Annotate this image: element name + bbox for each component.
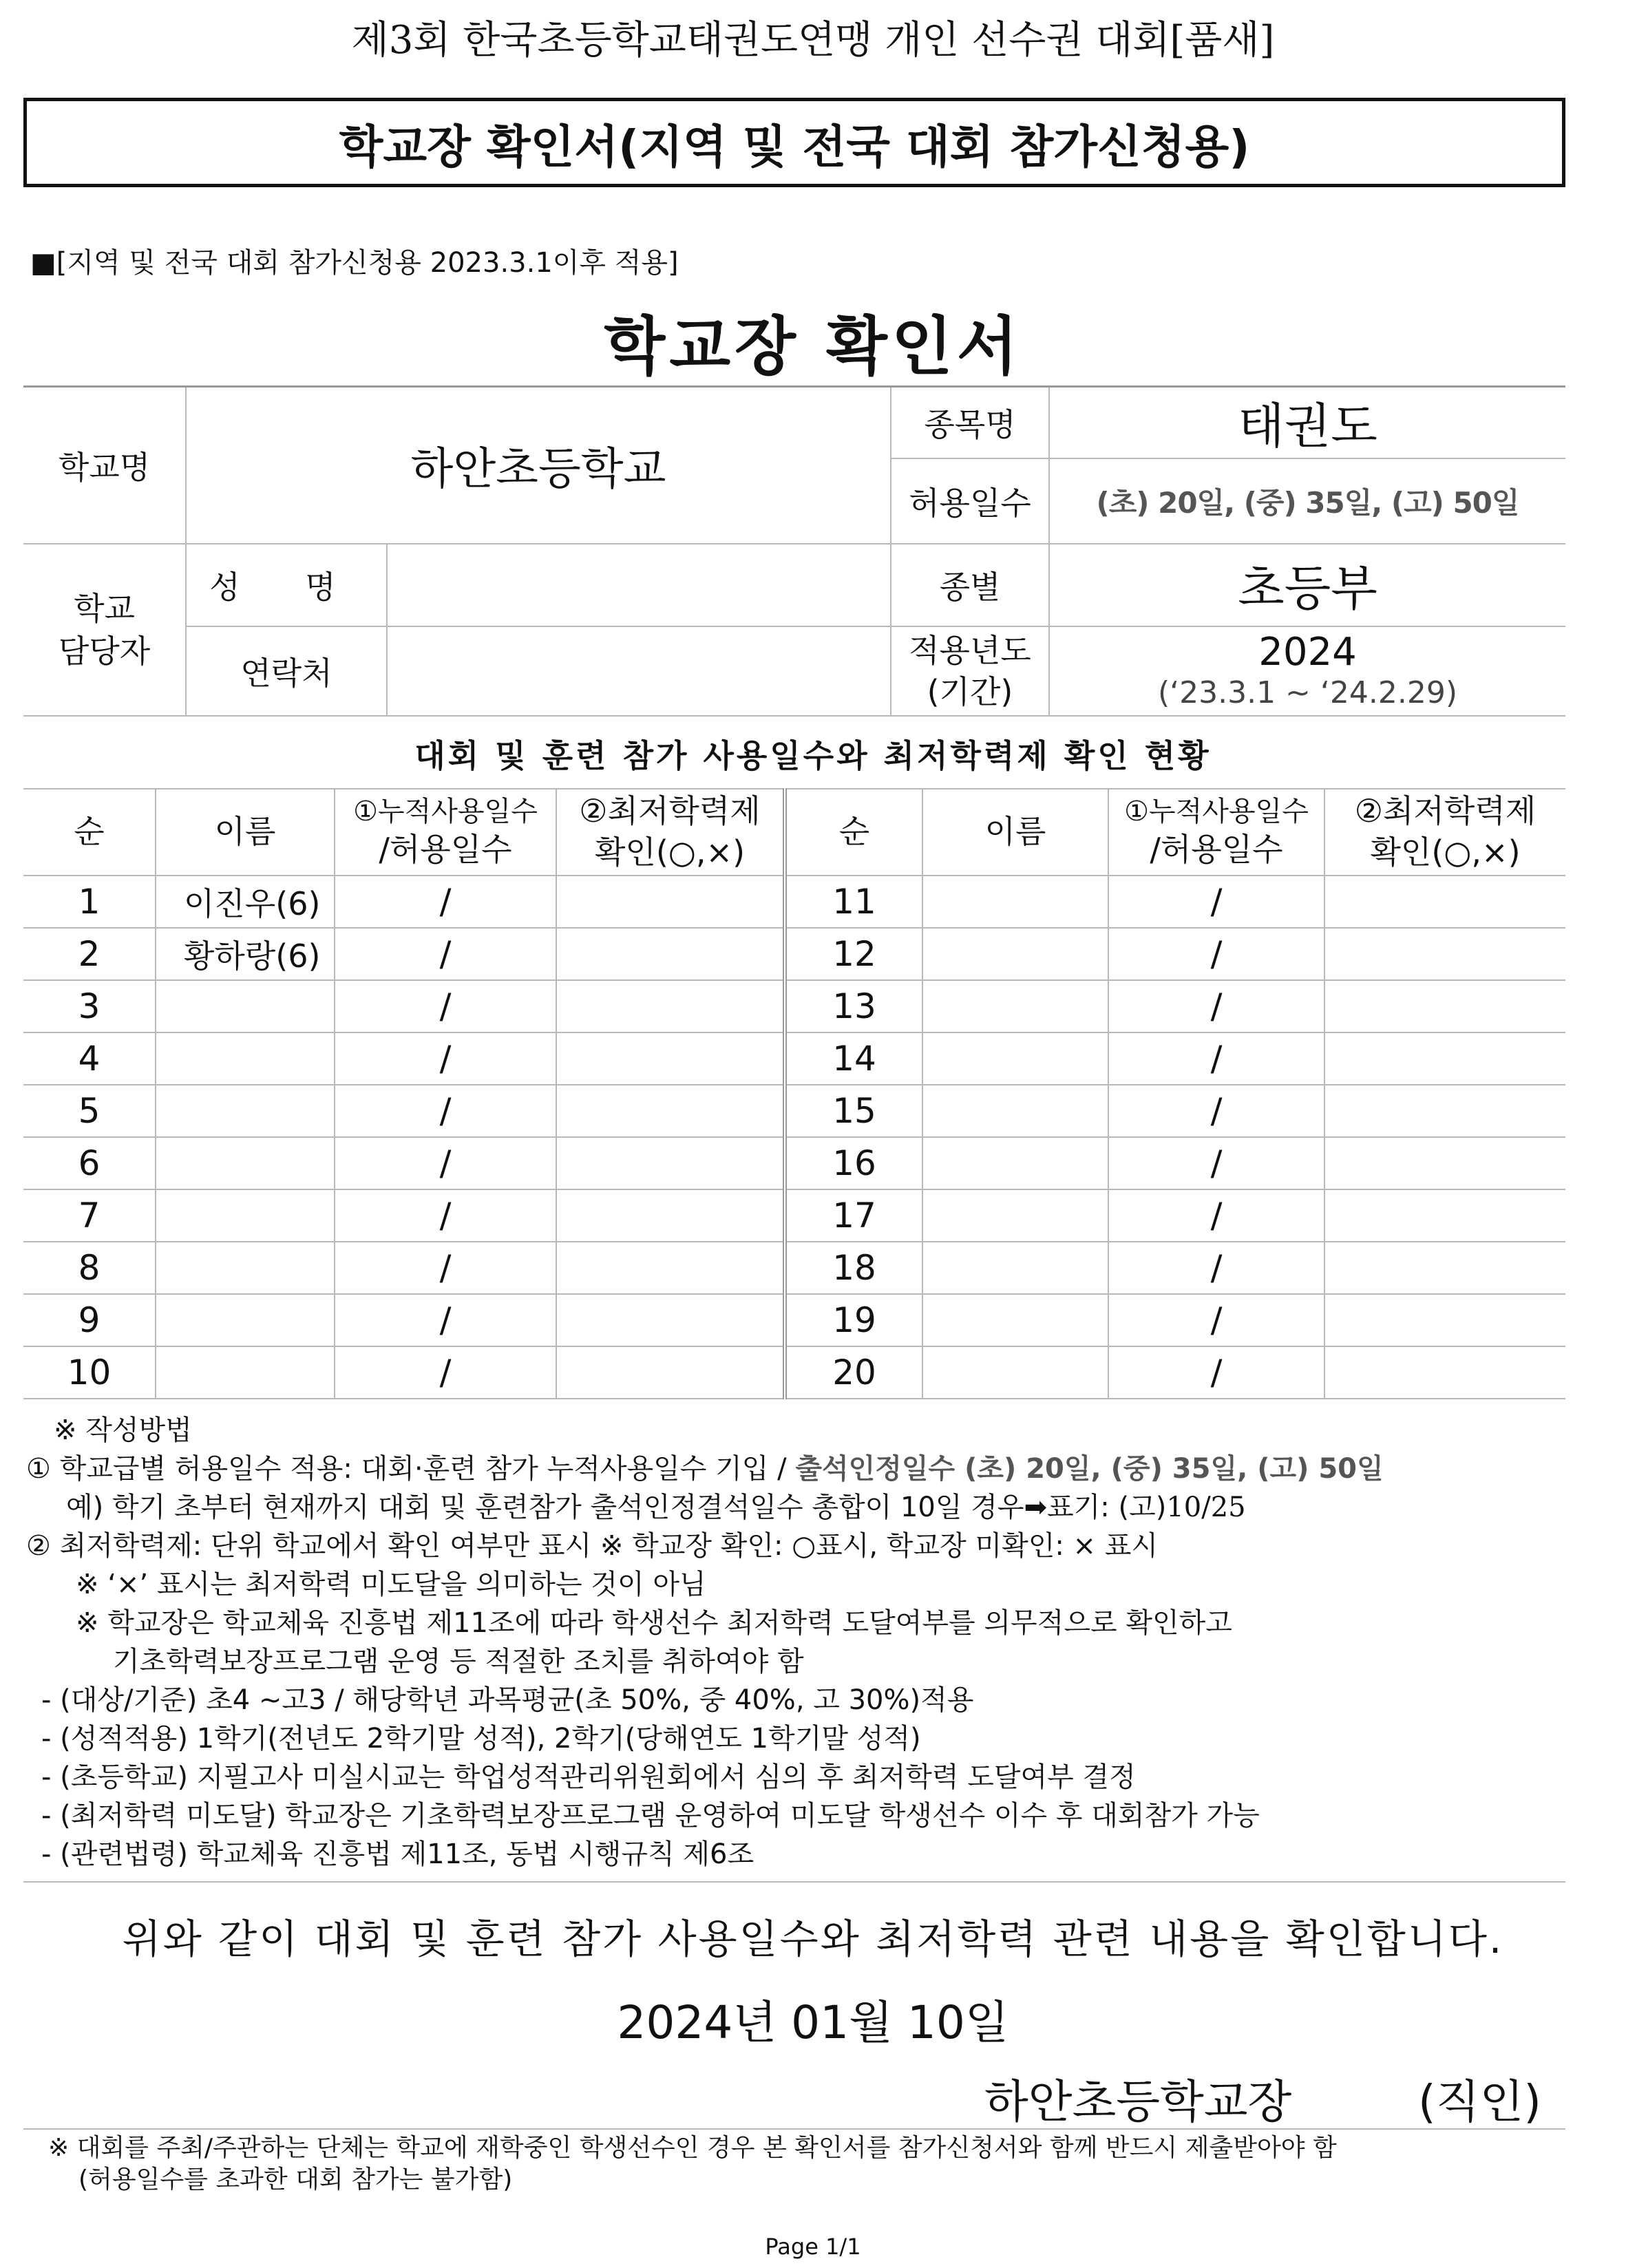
school-label: 학교명 — [23, 387, 186, 544]
category-value: 초등부 — [1049, 544, 1565, 626]
confirmation-statement: 위와 같이 대회 및 훈련 참가 사용일수와 최저학력 관련 내용을 확인합니다. — [122, 1916, 1504, 1962]
instruction-line-9: - (초등학교) 지필고사 미실시교는 학업성적관리위원회에서 심의 후 최저학력 도달여부 결정 — [41, 1761, 1136, 1793]
header-check-right — [1324, 789, 1565, 876]
row-number-cell: 4 — [23, 1032, 156, 1085]
days-used-cell[interactable]: / — [1108, 1294, 1324, 1346]
days-used-cell[interactable]: / — [335, 1032, 556, 1085]
instruction-line-3: ② 최저학력제: 단위 학교에서 확인 여부만 표시 ※ 학교장 확인: ○표시, 학교장 미확인: × 표시 — [26, 1530, 1159, 1562]
header-days-line2: /허용일수 — [1150, 831, 1283, 869]
row-number-cell: 15 — [785, 1085, 922, 1137]
roster-row — [23, 1189, 1565, 1242]
days-used-cell[interactable]: / — [335, 1189, 556, 1242]
academic-check-cell[interactable] — [556, 1032, 785, 1085]
roster-row — [23, 1242, 1565, 1294]
row-number-cell: 16 — [785, 1137, 922, 1189]
academic-check-cell[interactable] — [1324, 1137, 1565, 1189]
writing-instructions — [26, 1411, 1609, 1874]
days-used-cell[interactable]: / — [1108, 1137, 1324, 1189]
form-title-box — [23, 98, 1565, 187]
days-used-cell[interactable]: / — [1108, 1346, 1324, 1399]
academic-check-cell[interactable] — [556, 1137, 785, 1189]
year-label — [891, 626, 1049, 716]
header-check-line2: 확인(○,×) — [594, 834, 746, 871]
student-name-cell[interactable] — [922, 1085, 1108, 1137]
academic-check-cell[interactable] — [556, 876, 785, 928]
instruction-line-7: - (대상/기준) 초4 ~고3 / 해당학년 과목평균(초 50%, 중 40%, 고 30%)적용 — [41, 1684, 974, 1716]
document-header-title: 제3회 한국초등학교태권도연맹 개인 선수권 대회[품새] — [351, 18, 1275, 63]
student-name-cell[interactable] — [156, 980, 335, 1032]
roster-row — [23, 1137, 1565, 1189]
academic-check-cell[interactable] — [1324, 876, 1565, 928]
header-check-line1: ②최저학력제 — [579, 792, 761, 830]
event-value: 태권도 — [1049, 387, 1565, 458]
row-number-cell: 13 — [785, 980, 922, 1032]
instruction-line-5: ※ 학교장은 학교체육 진흥법 제11조에 따라 학생선수 최저학력 도달여부를 의무적으로 확인하고 — [76, 1607, 1232, 1639]
header-no-left: 순 — [23, 789, 156, 876]
row-number-cell: 19 — [785, 1294, 922, 1346]
footer-note — [48, 2132, 1597, 2196]
status-title: 대회 및 훈련 참가 사용일수와 최저학력제 확인 현황 — [414, 737, 1212, 774]
roster-row — [23, 876, 1565, 928]
days-used-cell[interactable]: / — [1108, 928, 1324, 980]
header-days-left — [335, 789, 556, 876]
days-used-cell[interactable]: / — [335, 1137, 556, 1189]
page-number: Page 1/1 — [765, 2234, 861, 2260]
form-title-box-text: 학교장 확인서(지역 및 전국 대회 참가신청용) — [339, 120, 1250, 173]
divider — [23, 1881, 1565, 1883]
academic-check-cell[interactable] — [1324, 1346, 1565, 1399]
days-used-cell[interactable]: / — [1108, 1242, 1324, 1294]
student-name-cell[interactable] — [156, 1137, 335, 1189]
instruction-line-1 — [26, 1450, 1609, 1488]
header-days-line1: ①누적사용일수 — [1124, 796, 1309, 828]
student-name-cell[interactable] — [922, 1137, 1108, 1189]
student-name-cell[interactable] — [922, 876, 1108, 928]
academic-check-cell[interactable] — [556, 1242, 785, 1294]
academic-check-cell[interactable] — [1324, 1189, 1565, 1242]
manager-label-line2: 담당자 — [58, 632, 151, 670]
year-value-cell — [1049, 626, 1565, 716]
academic-check-cell[interactable] — [1324, 1294, 1565, 1346]
row-number-cell: 8 — [23, 1242, 156, 1294]
student-name-cell[interactable] — [156, 1085, 335, 1137]
student-name-cell[interactable] — [922, 1346, 1108, 1399]
student-name-cell[interactable] — [156, 1294, 335, 1346]
arrow-right-icon: ➡ — [1024, 1492, 1048, 1523]
row-number-cell: 17 — [785, 1189, 922, 1242]
footer-note-line2: (허용일수를 초과한 대회 참가는 불가함) — [78, 2165, 513, 2194]
student-name-cell[interactable] — [922, 1032, 1108, 1085]
row-number-cell: 1 — [23, 876, 156, 928]
student-name-cell[interactable] — [922, 1294, 1108, 1346]
student-name-cell[interactable] — [922, 980, 1108, 1032]
year-label-line1: 적용년도 — [909, 631, 1031, 669]
school-value: 하안초등학교 — [186, 387, 891, 544]
student-name-cell[interactable] — [922, 1189, 1108, 1242]
instruction-line-2-text: 예) 학기 초부터 현재까지 대회 및 훈련참가 출석인정결석일수 총합이 10일 경우 — [66, 1492, 1024, 1523]
category-label: 종별 — [891, 544, 1049, 626]
allowed-days-value: (초) 20일, (중) 35일, (고) 50일 — [1049, 458, 1565, 544]
row-number-cell: 18 — [785, 1242, 922, 1294]
manager-label — [23, 544, 186, 716]
row-number-cell: 12 — [785, 928, 922, 980]
confirmation-date: 2024년 01월 10일 — [617, 1996, 1009, 2049]
instructions-title: ※ 작성방법 — [54, 1414, 192, 1446]
academic-check-cell[interactable] — [1324, 1085, 1565, 1137]
days-used-cell[interactable]: / — [1108, 1085, 1324, 1137]
student-name-cell[interactable] — [156, 1346, 335, 1399]
year-value: 2024 — [1258, 629, 1357, 675]
student-name-cell[interactable]: 황하랑(6) — [156, 928, 335, 980]
header-check-left — [556, 789, 785, 876]
days-used-cell[interactable]: / — [335, 1294, 556, 1346]
info-table — [23, 385, 1565, 717]
academic-check-cell[interactable] — [556, 1085, 785, 1137]
academic-check-cell[interactable] — [556, 1189, 785, 1242]
period-value: (‘23.3.1 ~ ‘24.2.29) — [1157, 675, 1458, 710]
student-name-cell[interactable]: 이진우(6) — [156, 876, 335, 928]
row-number-cell: 5 — [23, 1085, 156, 1137]
academic-check-cell[interactable] — [556, 980, 785, 1032]
allowed-days-label: 허용일수 — [891, 458, 1049, 544]
instruction-line-11: - (관련법령) 학교체육 진흥법 제11조, 동법 시행규칙 제6조 — [41, 1838, 754, 1870]
student-name-cell[interactable] — [156, 1242, 335, 1294]
name-field[interactable] — [387, 544, 891, 626]
row-number-cell: 14 — [785, 1032, 922, 1085]
roster-row — [23, 980, 1565, 1032]
header-name-left: 이름 — [156, 789, 335, 876]
notice-line: ■[지역 및 전국 대회 참가신청용 2023.3.1이후 적용] — [30, 247, 679, 279]
academic-check-cell[interactable] — [556, 928, 785, 980]
academic-check-cell[interactable] — [1324, 1032, 1565, 1085]
instruction-line-2-label: 표기: (고) — [1047, 1492, 1167, 1523]
row-number-cell: 11 — [785, 876, 922, 928]
roster-table — [23, 788, 1565, 1399]
instruction-line-1-text: ① 학교급별 허용일수 적용: 대회·훈련 참가 누적사용일수 기입 / — [26, 1453, 796, 1485]
row-number-cell: 20 — [785, 1346, 922, 1399]
year-label-line2: (기간) — [927, 672, 1013, 710]
row-number-cell: 3 — [23, 980, 156, 1032]
academic-check-cell[interactable] — [1324, 980, 1565, 1032]
roster-row — [23, 928, 1565, 980]
instruction-line-6: 기초학력보장프로그램 운영 등 적절한 조치를 취하여야 함 — [113, 1646, 804, 1677]
instruction-line-2 — [26, 1488, 1609, 1527]
academic-check-cell[interactable] — [1324, 1242, 1565, 1294]
student-name-cell[interactable] — [156, 1032, 335, 1085]
contact-label: 연락처 — [186, 626, 387, 716]
header-days-right — [1108, 789, 1324, 876]
header-no-right: 순 — [785, 789, 922, 876]
academic-check-cell[interactable] — [556, 1294, 785, 1346]
form-main-title: 학교장 확인서 — [604, 310, 1022, 383]
name-label: 성 명 — [186, 544, 387, 626]
days-used-cell[interactable]: / — [1108, 1189, 1324, 1242]
days-used-cell[interactable]: / — [335, 1346, 556, 1399]
days-used-cell[interactable]: / — [335, 876, 556, 928]
student-name-cell[interactable] — [156, 1189, 335, 1242]
academic-check-cell[interactable] — [556, 1346, 785, 1399]
days-used-cell[interactable]: / — [335, 1242, 556, 1294]
days-used-cell[interactable]: / — [335, 928, 556, 980]
header-check-line1: ②최저학력제 — [1354, 792, 1537, 830]
roster-row — [23, 1085, 1565, 1137]
official-seal-label: (직인) — [1418, 2075, 1542, 2128]
row-number-cell: 6 — [23, 1137, 156, 1189]
instruction-line-4: ※ ‘×’ 표시는 최저학력 미도달을 의미하는 것이 아님 — [76, 1569, 706, 1600]
principal-name: 하안초등학교장 — [984, 2075, 1292, 2128]
row-number-cell: 7 — [23, 1189, 156, 1242]
footer-note-line1: ※ 대회를 주최/주관하는 단체는 학교에 재학중인 학생선수인 경우 본 확인서를 참가신청서와 함께 반드시 제출받아야 함 — [48, 2134, 1337, 2162]
row-number-cell: 2 — [23, 928, 156, 980]
header-name-right: 이름 — [922, 789, 1108, 876]
instruction-line-2-example: 10/25 — [1166, 1492, 1246, 1523]
row-number-cell: 9 — [23, 1294, 156, 1346]
student-name-cell[interactable] — [922, 1242, 1108, 1294]
row-number-cell: 10 — [23, 1346, 156, 1399]
student-name-cell[interactable] — [922, 928, 1108, 980]
days-used-cell[interactable]: / — [1108, 1032, 1324, 1085]
days-used-cell[interactable]: / — [335, 980, 556, 1032]
manager-label-line1: 학교 — [74, 589, 135, 627]
header-days-line1: ①누적사용일수 — [353, 796, 538, 828]
header-days-line2: /허용일수 — [379, 831, 512, 869]
instruction-line-8: - (성적적용) 1학기(전년도 2학기말 성적), 2학기(당해연도 1학기말 성적) — [41, 1723, 921, 1755]
academic-check-cell[interactable] — [1324, 928, 1565, 980]
days-used-cell[interactable]: / — [1108, 876, 1324, 928]
roster-row — [23, 1294, 1565, 1346]
header-check-line2: 확인(○,×) — [1370, 834, 1521, 871]
roster-row — [23, 1032, 1565, 1085]
instruction-line-10: - (최저학력 미도달) 학교장은 기초학력보장프로그램 운영하여 미도달 학생선수 이수 후 대회참가 가능 — [41, 1800, 1260, 1832]
divider — [23, 2128, 1565, 2130]
days-used-cell[interactable]: / — [335, 1085, 556, 1137]
event-label: 종목명 — [891, 387, 1049, 458]
instruction-line-1-highlight: 출석인정일수 (초) 20일, (중) 35일, (고) 50일 — [795, 1453, 1384, 1485]
days-used-cell[interactable]: / — [1108, 980, 1324, 1032]
contact-field[interactable] — [387, 626, 891, 716]
roster-row — [23, 1346, 1565, 1399]
